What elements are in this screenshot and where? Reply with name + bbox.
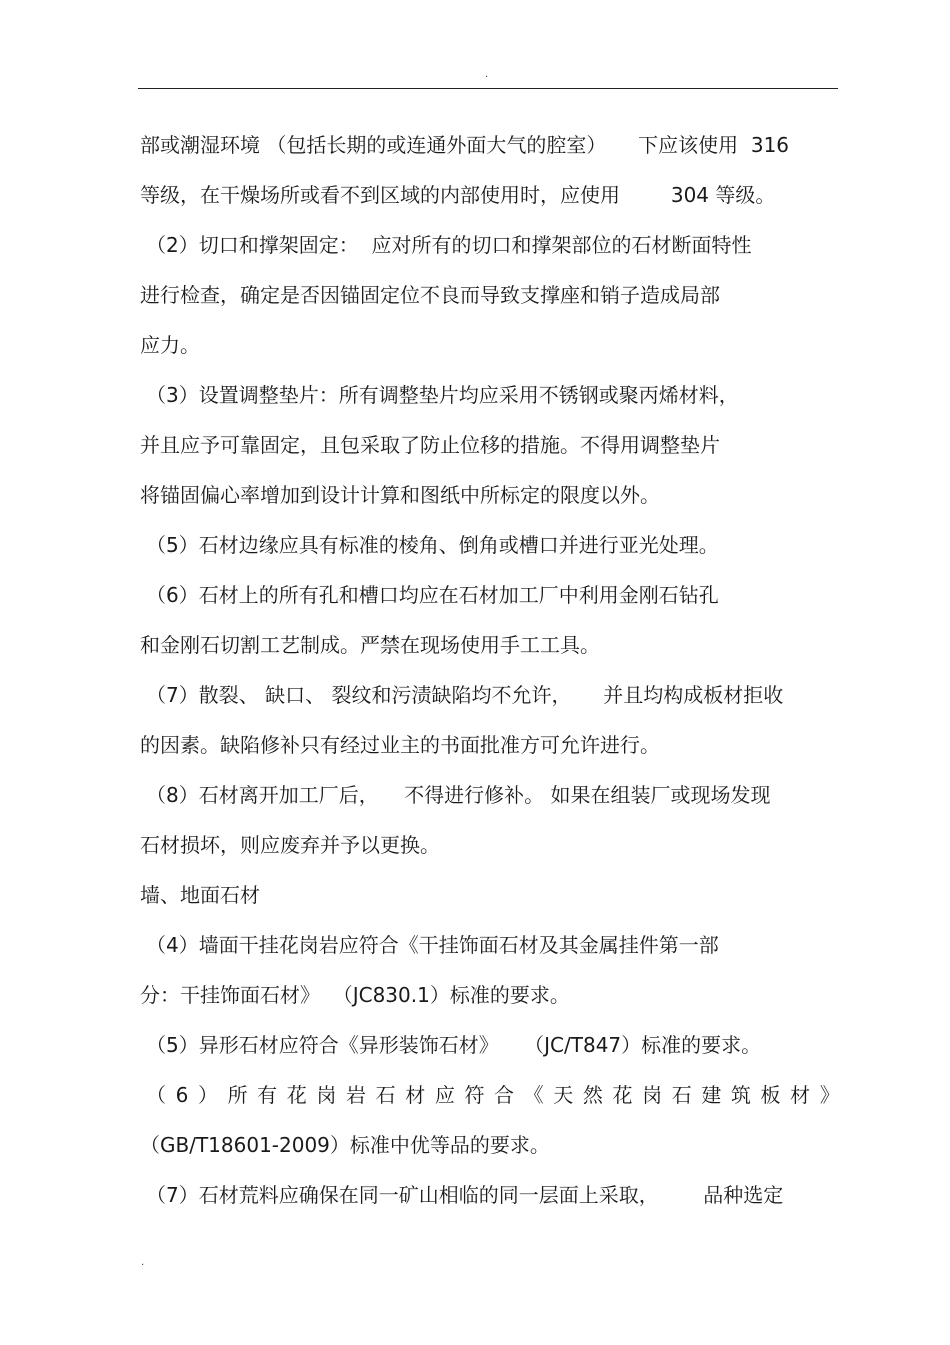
- text-line-6: （3）设置调整垫片：所有调整垫片均应采用不锈钢或聚丙烯材料，: [146, 383, 739, 407]
- text-line-7: 并且应予可靠固定，且包采取了防止位移的措施。不得用调整垫片: [140, 433, 720, 457]
- glyph: 应: [434, 1083, 455, 1107]
- text-line-9: （5）石材边缘应具有标准的棱角、倒角或槽口并进行亚光处理。: [146, 533, 719, 557]
- glyph: 岗: [642, 1083, 663, 1107]
- glyph: 石: [671, 1083, 692, 1107]
- footer-mark: .: [141, 1257, 145, 1268]
- glyph: ）: [197, 1083, 218, 1107]
- text-line-13: 的因素。缺陷修补只有经过业主的书面批准方可允许进行。: [140, 733, 660, 757]
- glyph: 6: [175, 1083, 189, 1107]
- glyph: 天: [553, 1083, 574, 1107]
- glyph: 》: [819, 1083, 840, 1107]
- glyph: 然: [582, 1083, 603, 1107]
- glyph: 有: [257, 1083, 278, 1107]
- glyph: 合: [494, 1083, 515, 1107]
- text-line-4: 进行检查，确定是否因锚固定位不良而导致支撑座和销子造成局部: [140, 283, 720, 307]
- text-line-22: （7）石材荒料应确保在同一矿山相临的同一层面上采取， 品种选定: [146, 1183, 784, 1207]
- text-line-11: 和金刚石切割工艺制成。严禁在现场使用手工工具。: [140, 633, 600, 657]
- glyph: 板: [760, 1083, 781, 1107]
- text-line-5: 应力。: [140, 333, 200, 357]
- text-line-12: （7）散裂、 缺口、 裂纹和污渍缺陷均不允许， 并且均构成板材拒收: [146, 683, 784, 707]
- glyph: 岩: [346, 1083, 366, 1107]
- header-mark: .: [485, 69, 489, 80]
- glyph: 《: [523, 1083, 544, 1107]
- text-line-18: 分：干挂饰面石材》 （JC830.1）标准的要求。: [140, 983, 570, 1007]
- glyph: 筑: [730, 1083, 751, 1107]
- glyph: 花: [612, 1083, 633, 1107]
- text-line-21: （GB/T18601-2009）标准中优等品的要求。: [140, 1133, 550, 1157]
- text-line-14: （8）石材离开加工厂后， 不得进行修补。 如果在组装厂或现场发现: [146, 783, 771, 807]
- header-rule: [138, 88, 838, 89]
- text-line-10: （6）石材上的所有孔和槽口均应在石材加工厂中利用金刚石钻孔: [146, 583, 719, 607]
- glyph: 花: [286, 1083, 307, 1107]
- glyph: 材: [405, 1083, 426, 1107]
- text-line-3: （2）切口和撑架固定： 应对所有的切口和撑架部位的石材断面特性: [146, 233, 752, 257]
- glyph: 建: [701, 1083, 722, 1107]
- text-line-8: 将锚固偏心率增加到设计计算和图纸中所标定的限度以外。: [140, 483, 660, 507]
- text-line-17: （4）墙面干挂花岗岩应符合《干挂饰面石材及其金属挂件第一部: [146, 933, 719, 957]
- glyph: 石: [375, 1083, 396, 1107]
- text-line-15: 石材损坏，则应废弃并予以更换。: [140, 833, 440, 857]
- text-line-1: 部或潮湿环境 （包括长期的或连通外面大气的腔室） 下应该使用 316: [140, 133, 790, 157]
- text-line-2: 等级，在干燥场所或看不到区域的内部使用时，应使用 304 等级。: [140, 183, 776, 207]
- glyph: 材: [790, 1083, 811, 1107]
- glyph: （: [146, 1083, 166, 1107]
- glyph: 符: [464, 1083, 485, 1107]
- document-body: [140, 120, 840, 1220]
- text-line-19: （5）异形石材应符合《异形装饰石材》 （JC/T847）标准的要求。: [146, 1033, 762, 1057]
- glyph: 所: [227, 1083, 248, 1107]
- glyph: 岗: [316, 1083, 337, 1107]
- text-line-20: [140, 1070, 840, 1120]
- section-heading: 墙、地面石材: [140, 883, 260, 907]
